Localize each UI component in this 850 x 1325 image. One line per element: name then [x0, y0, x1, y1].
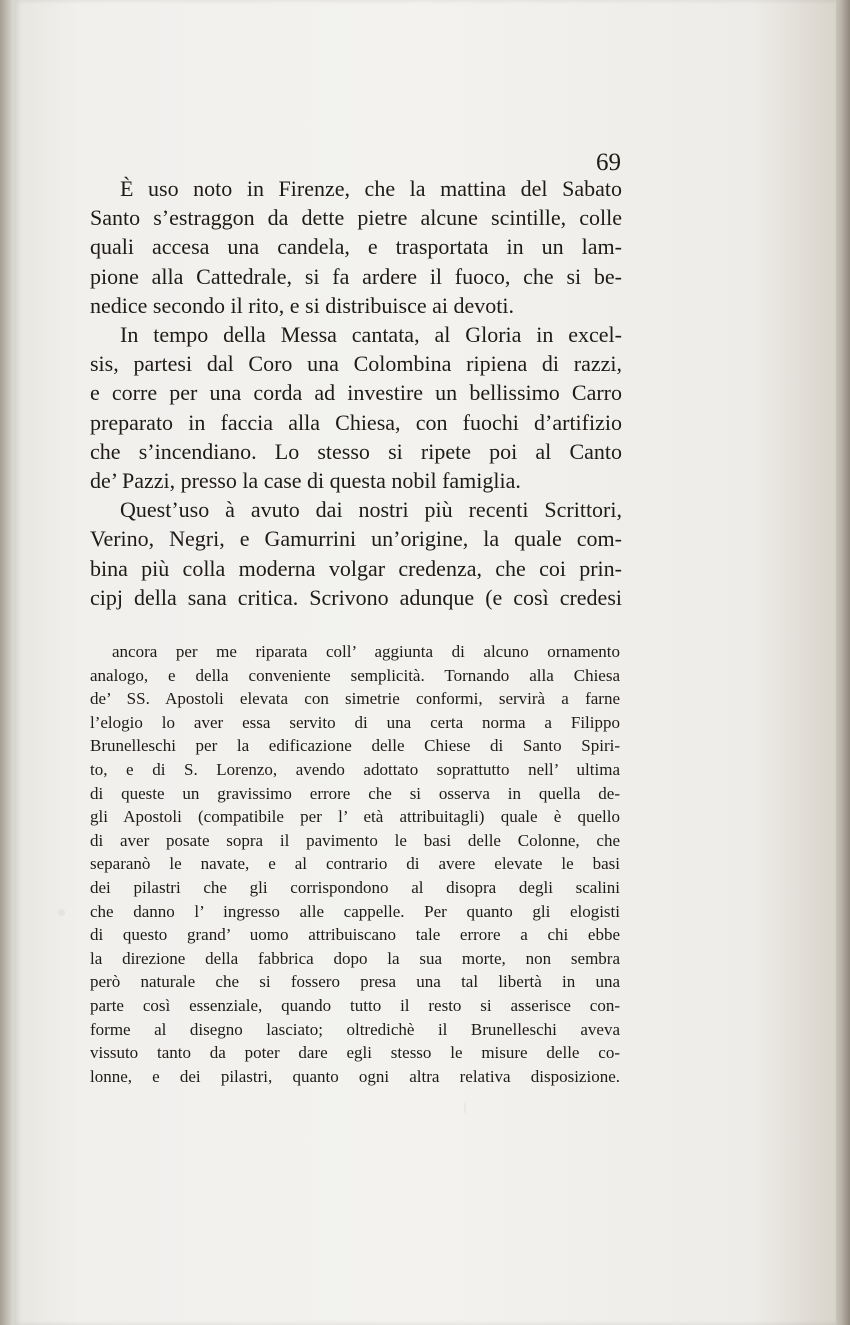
footnote-line: separanò le navate, e al contrario di avere elevate le basi — [90, 854, 620, 874]
footnote-line: di questo grand’ uomo attribuiscano tale errore a chi ebbe — [90, 925, 620, 945]
text-line: Verino, Negri, e Gamurrini un’origine, la quale com- — [90, 526, 622, 552]
text-line: che s’incendiano. Lo stesso si ripete poi al Canto — [90, 438, 622, 464]
paper-stain — [464, 1102, 466, 1114]
text-line: de’ Pazzi, presso la case di questa nobil famiglia. — [90, 468, 521, 494]
footnote-line: dei pilastri che gli corrispondono al disopra degli scalini — [90, 877, 620, 897]
text-line: Santo s’estraggon da dette pietre alcune scintille, colle — [90, 205, 622, 231]
text-line: In tempo della Messa cantata, al Gloria in excel- — [120, 322, 622, 348]
footnote-line: vissuto tanto da poter dare egli stesso le misure delle co- — [90, 1043, 620, 1063]
footnote-line: forme al disegno lasciato; oltredichè il Brunelleschi aveva — [90, 1019, 620, 1039]
paper-stain — [58, 909, 65, 916]
footnote-line: parte così essenziale, quando tutto il resto si asserisce con- — [90, 995, 620, 1015]
page-number: 69 — [596, 149, 621, 176]
footnote-line: gli Apostoli (compatibile per l’ età attribuitagli) quale è quello — [90, 807, 620, 827]
footnote-line: che danno l’ ingresso alle cappelle. Per quanto gli elogisti — [90, 901, 620, 921]
text-line: e corre per una corda ad investire un bellissimo Carro — [90, 380, 622, 406]
text-line: bina più colla moderna volgar credenza, che coi prin- — [90, 555, 622, 581]
footnote-line: Brunelleschi per la edificazione delle Chiese di Santo Spiri- — [90, 736, 620, 756]
text-line: È uso noto in Firenze, che la mattina del Sabato — [120, 176, 622, 201]
text-line: Quest’uso à avuto dai nostri più recenti Scrittori, — [120, 497, 622, 523]
paragraph-1 — [90, 174, 622, 320]
text-line: cipj della sana critica. Scrivono adunque (e così credesi — [90, 584, 622, 610]
footnote-line: ancora per me riparata coll’ aggiunta di alcuno ornamento — [112, 642, 620, 661]
text-line: quali accesa una candela, e trasportata in un lam- — [90, 234, 622, 260]
footnote-line: la direzione della fabbrica dopo la sua morte, non sembra — [90, 948, 620, 968]
footnote-line: to, e di S. Lorenzo, avendo adottato soprattutto nell’ ultima — [90, 759, 620, 779]
footnote-line: de’ SS. Apostoli elevata con simetrie conformi, servirà a farne — [90, 689, 620, 709]
footnote-line: di aver posate sopra il pavimento le basi delle Colonne, che — [90, 830, 620, 850]
footnote-text — [90, 640, 620, 1088]
book-binding-edge — [0, 0, 14, 1325]
paragraph-2 — [90, 320, 622, 495]
footnote-line: di queste un gravissimo errore che si osserva in quella de- — [90, 783, 620, 803]
text-line: pione alla Cattedrale, si fa ardere il fuoco, che si be- — [90, 263, 622, 289]
footnote-line: analogo, e della conveniente semplicità. Tornando alla Chiesa — [90, 665, 620, 685]
text-line: preparato in faccia alla Chiesa, con fuochi d’artifizio — [90, 409, 622, 435]
text-line: nedice secondo il rito, e si distribuisce ai devoti. — [90, 292, 515, 318]
paragraph-3 — [90, 495, 622, 612]
page-fore-edge — [836, 0, 850, 1325]
text-line: sis, partesi dal Coro una Colombina ripiena di razzi, — [90, 351, 622, 377]
main-body-text — [90, 174, 622, 612]
footnote-line: l’elogio lo aver essa servito di una certa norma a Filippo — [90, 712, 620, 732]
footnote-line: però naturale che si fossero presa una tal libertà in una — [90, 972, 620, 992]
footnote-line: lonne, e dei pilastri, quanto ogni altra relativa disposizione. — [90, 1066, 620, 1086]
